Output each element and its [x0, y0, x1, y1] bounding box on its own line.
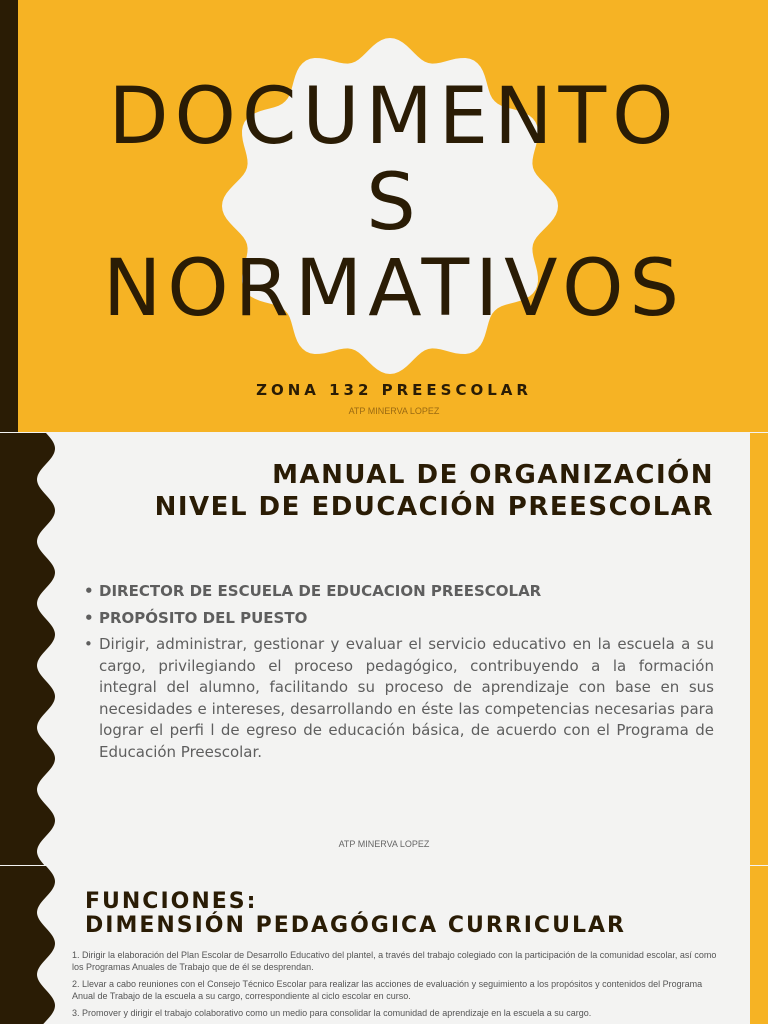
list-item: • PROPÓSITO DEL PUESTO [84, 608, 714, 630]
functions-list [72, 949, 720, 1024]
heading-line: NIVEL DE EDUCACIÓN PREESCOLAR [154, 492, 714, 522]
title-line: S [366, 158, 422, 248]
list-item: • Dirigir, administrar, gestionar y evaluar el servicio educativo en la escuela a su cargo, privilegiando el proceso pedagógico, contribuyendo a la formación integral del alumno, facilitando su proceso de aprendizaje con base en sus necesidades e intereses, desarrollando en éste las competencias necesarias para lograr el perfi l de egreso de educación básica, de acuerdo con el Programa de Educación Preescolar. [84, 634, 714, 763]
functions-slide [0, 866, 768, 1024]
title-line: NORMATIVOS [102, 244, 686, 334]
heading-line: FUNCIONES: [85, 889, 258, 914]
list-item: 3. Promover y dirigir el trabajo colaborativo como un medio para consolidar la comunidad de aprendizaje en la escuela a su cargo. [72, 1008, 592, 1018]
author-name: ATP MINERVA LOPEZ [348, 406, 440, 416]
right-accent-bar [750, 433, 768, 865]
wavy-left-border [0, 433, 58, 865]
heading-line: DIMENSIÓN PEDAGÓGICA CURRICULAR [85, 913, 626, 938]
title-slide [0, 0, 768, 432]
heading-line: MANUAL DE ORGANIZACIÓN [272, 460, 714, 490]
subtitle: ZONA 132 PREESCOLAR [256, 381, 532, 399]
wavy-left-border [0, 866, 58, 1024]
list-item: • DIRECTOR DE ESCUELA DE EDUCACION PREESCOLAR [84, 581, 714, 603]
slide-footer: ATP MINERVA LOPEZ [338, 839, 430, 849]
manual-slide [0, 433, 768, 865]
list-item: 1. Dirigir la elaboración del Plan Escolar de Desarrollo Educativo del plantel, a través del trabajo colegiado con la participación de la comunidad escolar, así como los Programas Anuales de Trabajo que de él se desprendan. [72, 950, 717, 972]
left-accent-bar [0, 0, 18, 432]
right-accent-bar [750, 866, 768, 1024]
manual-heading [60, 459, 714, 523]
main-title [30, 74, 758, 332]
manual-bullet-list [84, 581, 714, 768]
title-line: DOCUMENTO [108, 72, 680, 162]
list-item: 2. Llevar a cabo reuniones con el Consejo Técnico Escolar para realizar las acciones de evaluación y seguimiento a los propósitos y contenidos del Programa Anual de Trabajo de la escuela a su cargo, correspondiente al ciclo escolar en curso. [72, 979, 703, 1001]
functions-heading [85, 890, 725, 938]
